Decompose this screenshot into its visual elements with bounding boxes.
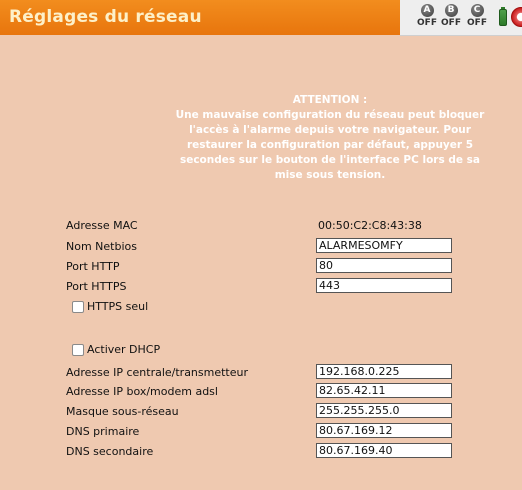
zone-b-icon: B <box>445 4 458 17</box>
dns-primary-label: DNS primaire <box>66 425 140 438</box>
mac-label: Adresse MAC <box>66 219 138 232</box>
dhcp-checkbox[interactable] <box>72 344 84 356</box>
https-port-input[interactable]: 443 <box>316 278 452 293</box>
dns-secondary-label: DNS secondaire <box>66 445 154 458</box>
subnet-input[interactable]: 255.255.255.0 <box>316 403 452 418</box>
ip-box-input[interactable]: 82.65.42.11 <box>316 383 452 398</box>
ip-central-label: Adresse IP centrale/transmetteur <box>66 366 249 379</box>
zone-c-state: OFF <box>467 18 487 28</box>
warning-title: ATTENTION : <box>292 94 368 106</box>
subnet-label: Masque sous-réseau <box>66 405 179 418</box>
https-port-label: Port HTTPS <box>66 280 127 293</box>
https-only-checkbox[interactable] <box>72 301 84 313</box>
zone-b-state: OFF <box>441 18 461 28</box>
zone-c-icon: C <box>471 4 484 17</box>
zone-c-status[interactable] <box>465 4 489 28</box>
warning-line: restaurer la configuration par défaut, appuyer 5 <box>186 139 474 151</box>
zone-a-status[interactable] <box>415 4 439 28</box>
ip-central-input[interactable]: 192.168.0.225 <box>316 364 452 379</box>
warning-line: l'accès à l'alarme depuis votre navigateur. Pour <box>189 124 471 136</box>
warning-line: mise sous tension. <box>274 169 386 181</box>
page-title: Réglages du réseau <box>9 7 202 27</box>
page-header <box>0 0 400 35</box>
zone-b-status[interactable] <box>439 4 463 28</box>
battery-icon <box>499 9 507 26</box>
ip-box-label: Adresse IP box/modem adsl <box>66 385 218 398</box>
dns-secondary-input[interactable]: 80.67.169.40 <box>316 443 452 458</box>
warning-line: Une mauvaise configuration du réseau peut bloquer <box>175 109 485 121</box>
https-only-label: HTTPS seul <box>87 300 149 313</box>
zone-a-icon: A <box>421 4 434 17</box>
warning-line: secondes sur le bouton de l'interface PC lors de sa <box>179 154 481 166</box>
zone-a-state: OFF <box>417 18 437 28</box>
http-port-input[interactable]: 80 <box>316 258 452 273</box>
netbios-label: Nom Netbios <box>66 240 137 253</box>
dns-primary-input[interactable]: 80.67.169.12 <box>316 423 452 438</box>
network-warning <box>160 93 500 183</box>
netbios-input[interactable]: ALARMESOMFY <box>316 238 452 253</box>
dhcp-label: Activer DHCP <box>87 343 161 356</box>
mac-value: 00:50:C2:C8:43:38 <box>318 219 422 232</box>
http-port-label: Port HTTP <box>66 260 120 273</box>
